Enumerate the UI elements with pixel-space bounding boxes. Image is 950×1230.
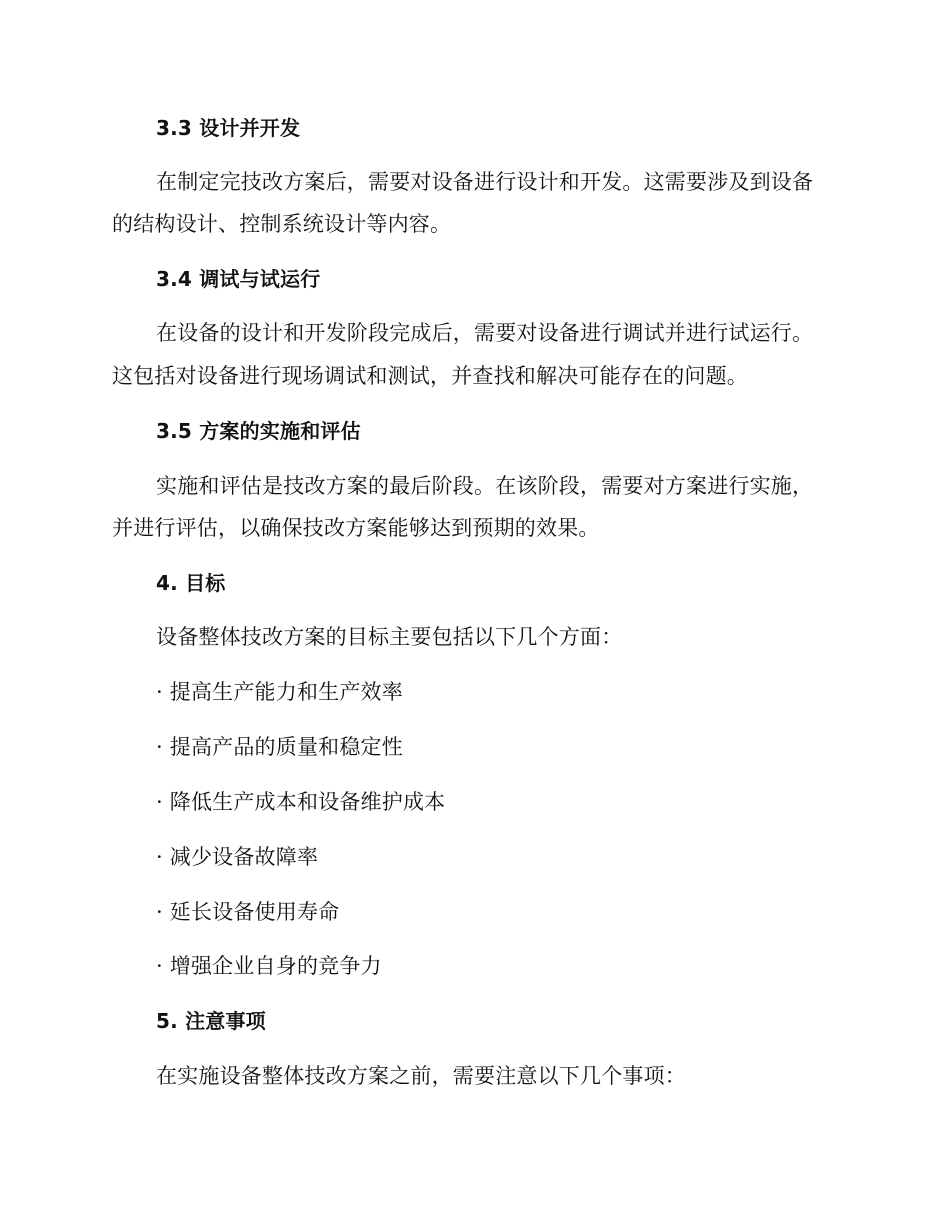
goal-bullet-item: · 减少设备故障率 xyxy=(156,845,319,869)
goal-bullet-item: · 增强企业自身的竞争力 xyxy=(156,954,382,978)
goal-bullet-item: · 延长设备使用寿命 xyxy=(156,900,340,924)
goal-bullet-item: · 降低生产成本和设备维护成本 xyxy=(156,790,446,814)
section-3-4-heading: 3.4 调试与试运行 xyxy=(156,267,321,291)
section-3-5-paragraph-line-2: 并进行评估，以确保技改方案能够达到预期的效果。 xyxy=(112,516,600,540)
section-3-3-paragraph-line-2: 的结构设计、控制系统设计等内容。 xyxy=(112,212,452,236)
section-3-4-paragraph-line-1: 在设备的设计和开发阶段完成后，需要对设备进行调试并进行试运行。 xyxy=(156,321,814,345)
section-3-5-paragraph-line-1: 实施和评估是技改方案的最后阶段。在该阶段，需要对方案进行实施， xyxy=(156,474,814,498)
section-5-heading: 5. 注意事项 xyxy=(156,1009,266,1033)
section-5-intro: 在实施设备整体技改方案之前，需要注意以下几个事项： xyxy=(156,1064,686,1088)
section-3-3-heading: 3.3 设计并开发 xyxy=(156,116,301,140)
goal-bullet-item: · 提高生产能力和生产效率 xyxy=(156,680,403,704)
goal-bullet-item: · 提高产品的质量和稳定性 xyxy=(156,735,403,759)
section-4-heading: 4. 目标 xyxy=(156,571,226,595)
section-3-5-heading: 3.5 方案的实施和评估 xyxy=(156,419,361,443)
section-3-3-paragraph-line-1: 在制定完技改方案后，需要对设备进行设计和开发。这需要涉及到设备 xyxy=(156,170,814,194)
section-4-intro: 设备整体技改方案的目标主要包括以下几个方面： xyxy=(156,625,623,649)
section-3-4-paragraph-line-2: 这包括对设备进行现场调试和测试，并查找和解决可能存在的问题。 xyxy=(112,364,748,388)
